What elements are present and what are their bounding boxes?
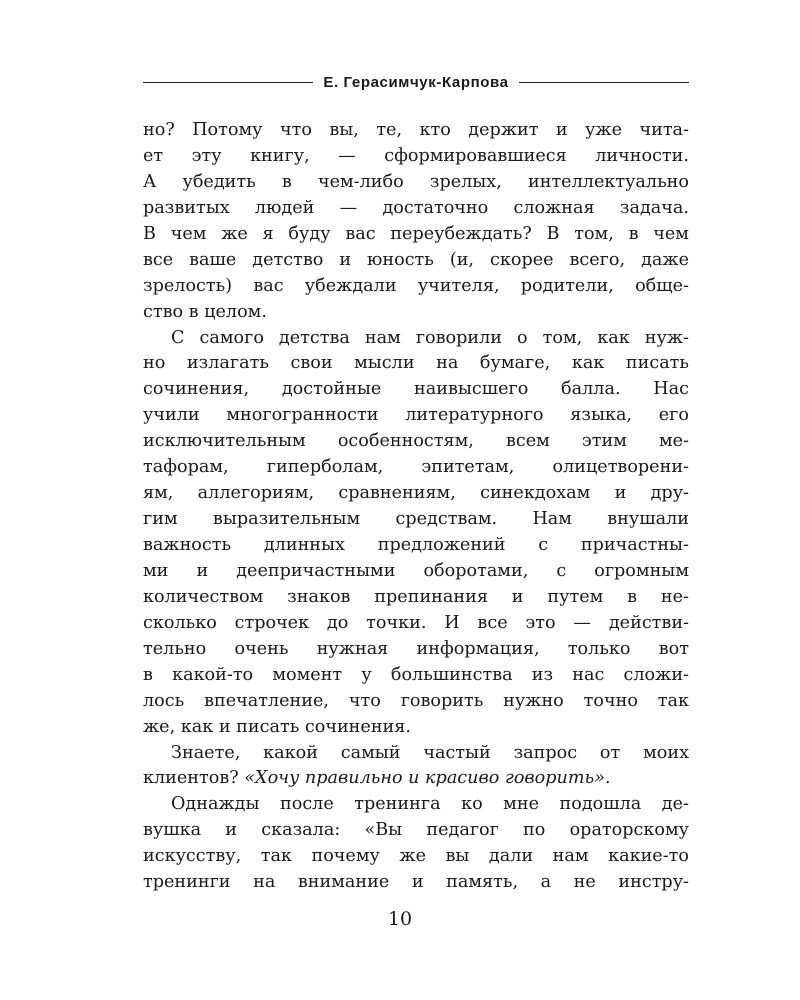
text-line: ми и деепричастными оборотами, с огромным xyxy=(143,560,689,581)
header-rule-right xyxy=(519,82,689,83)
text-line: ет эту книгу, — сформировавшиеся личности. xyxy=(143,145,689,166)
text-line: В чем же я буду вас переубеждать? В том, в чем xyxy=(143,223,689,244)
text-line: развитых людей — достаточно сложная задача. xyxy=(143,197,689,218)
quote-italic: «Хочу правильно и красиво говорить». xyxy=(244,768,611,789)
text-line: в какой-то момент у большинства из нас сложи- xyxy=(143,664,689,685)
text-line: сколько строчек до точки. И все это — действи- xyxy=(143,612,689,633)
text-line: сочинения, достойные наивысшего балла. Нас xyxy=(143,379,689,400)
text-line: тренинги на внимание и память, а не инстру- xyxy=(143,872,689,893)
running-header xyxy=(143,74,689,91)
text-line: зрелость) вас убеждали учителя, родители, обще- xyxy=(143,275,689,296)
text-line: исключительным особенностям, всем этим ме- xyxy=(143,431,689,452)
text-line: учили многогранности литературного языка, его xyxy=(143,405,689,426)
text-line: Знаете, какой самый частый запрос от моих xyxy=(171,742,689,763)
header-author: Е. Герасимчук-Карпова xyxy=(323,74,509,91)
text-line: искусству, так почему же вы дали нам какие-то xyxy=(143,846,689,867)
text-line: но излагать свои мысли на бумаге, как писать xyxy=(143,353,689,374)
text-line: А убедить в чем-либо зрелых, интеллектуально xyxy=(143,171,689,192)
text-line: С самого детства нам говорили о том, как нуж- xyxy=(171,327,689,348)
body-text xyxy=(143,118,689,896)
text-line: гим выразительным средствам. Нам внушали xyxy=(143,509,689,530)
text-line: Однажды после тренинга ко мне подошла де- xyxy=(171,794,689,815)
page-number: 10 xyxy=(387,908,413,930)
text-line: но? Потому что вы, те, кто держит и уже чита- xyxy=(143,120,689,140)
text-line: ство в целом. xyxy=(143,301,267,322)
text-line: вушка и сказала: «Вы педагог по ораторскому xyxy=(143,820,689,841)
text-line: все ваше детство и юность (и, скорее всего, даже xyxy=(143,249,689,270)
text-line xyxy=(143,766,689,792)
text-line: лось впечатление, что говорить нужно точно так xyxy=(143,690,689,711)
text-line: тафорам, гиперболам, эпитетам, олицетворени- xyxy=(143,457,689,478)
text-line: же, как и писать сочинения. xyxy=(143,716,411,737)
text-line: тельно очень нужная информация, только вот xyxy=(143,638,689,659)
text-fragment: клиентов? xyxy=(143,768,239,789)
text-line: ям, аллегориям, сравнениям, синекдохам и дру- xyxy=(143,483,689,504)
text-line: количеством знаков препинания и путем в не- xyxy=(143,586,689,607)
header-rule-left xyxy=(143,82,313,83)
text-line: важность длинных предложений с причастны- xyxy=(143,535,689,555)
